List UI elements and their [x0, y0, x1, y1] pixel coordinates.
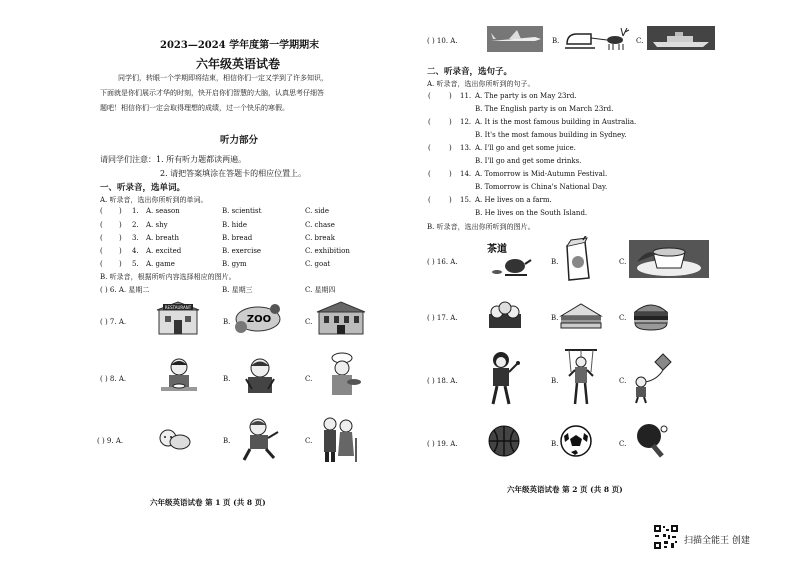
q18-label[interactable]: ( ) 18. A.	[427, 377, 458, 385]
question-number: 4.	[132, 247, 139, 255]
q9-option-c[interactable]: C.	[305, 437, 313, 445]
option-c[interactable]: C. side	[305, 207, 330, 215]
part-a-instruction: A. 听录音，选出你所听到的单词。	[100, 196, 208, 204]
notice-1: 请同学们注意：1. 所有听力题都读两遍。	[100, 155, 247, 164]
option-b[interactable]: B. I'll go and get some drinks.	[475, 157, 582, 165]
q-paren-open: (	[428, 144, 431, 152]
restaurant-sign-text: RESTAURANT	[164, 305, 192, 310]
q19-option-b[interactable]: B.	[551, 440, 559, 448]
question-number: 13.	[460, 144, 472, 152]
option-c[interactable]: C. chase	[305, 221, 335, 229]
option-b[interactable]: B. It's the most famous building in Sydney.	[475, 131, 627, 139]
sick-boy-picture[interactable]	[238, 355, 282, 399]
q-paren-close: )	[449, 92, 452, 100]
intro-line-3: 题吧！相信你们一定会取得理想的成绩，过一个快乐的寒假。	[100, 104, 289, 112]
option-b[interactable]: B. hide	[222, 221, 247, 229]
sleigh-reindeer-picture[interactable]	[565, 22, 631, 52]
q16-option-c[interactable]: C.	[619, 258, 627, 266]
intro-line-1: 同学们，转眼一个学期即将结束，相信你们一定又学到了许多知识，	[118, 74, 328, 82]
q9-label[interactable]: ( ) 9. A.	[97, 437, 124, 445]
option-a[interactable]: A. The party is on May 23rd.	[475, 92, 577, 100]
question-number: 12.	[460, 118, 472, 126]
q-paren-open: (	[100, 247, 103, 255]
zoo-picture[interactable]	[233, 299, 283, 337]
tea-text: 茶道	[487, 244, 507, 255]
exam-page-2	[397, 0, 794, 561]
part-b-instruction: B. 听录音，根据所听内容选择相应的图片。	[100, 273, 236, 281]
basketball-picture[interactable]	[487, 424, 521, 458]
term-title: 2023—2024 学年度第一学期期末	[160, 40, 320, 51]
q17-option-b[interactable]: B.	[551, 314, 559, 322]
intro-line-2: 下面就是你们展示才华的时刻，快开启你们智慧的大脑，认真思考仔细答	[100, 89, 324, 97]
option-b[interactable]: B. bread	[222, 234, 253, 242]
q6-option-b[interactable]: B. 星期三	[222, 286, 253, 294]
q-paren-open: (	[428, 92, 431, 100]
option-c[interactable]: C. goat	[305, 260, 331, 268]
option-a[interactable]: A. excited	[146, 247, 182, 255]
chef-picture[interactable]	[320, 352, 364, 400]
q9-option-b[interactable]: B.	[223, 437, 231, 445]
q-paren-open: (	[428, 170, 431, 178]
restaurant-picture[interactable]	[155, 300, 201, 336]
building-picture[interactable]	[316, 300, 366, 336]
option-b[interactable]: B. Tomorrow is China's National Day.	[475, 183, 608, 191]
sandwich-picture[interactable]	[559, 300, 603, 330]
q8-option-b[interactable]: B.	[223, 375, 231, 383]
notice-2: 2. 请把答案填涂在答题卡的相应位置上。	[160, 169, 307, 178]
q7-label[interactable]: ( ) 7. A.	[100, 318, 127, 326]
q-paren-close: )	[449, 144, 452, 152]
q-paren-open: (	[100, 221, 103, 229]
singer-picture[interactable]	[485, 350, 525, 408]
section-1-title: 一、听录音，选单词。	[100, 183, 186, 193]
ship-picture[interactable]	[647, 26, 715, 50]
option-b[interactable]: B. He lives on the South Island.	[475, 209, 588, 217]
option-a[interactable]: A. I'll go and get some juice.	[475, 144, 576, 152]
zoo-sign-text: ZOO	[246, 314, 272, 325]
option-a[interactable]: A. breath	[146, 234, 179, 242]
q6-option-c[interactable]: C. 星期四	[305, 286, 336, 294]
q10-option-c[interactable]: C.	[636, 37, 644, 45]
puppet-picture[interactable]	[559, 348, 603, 408]
option-b[interactable]: B. gym	[222, 260, 247, 268]
option-a[interactable]: A. He lives on a farm.	[475, 196, 552, 204]
option-a[interactable]: A. game	[146, 260, 175, 268]
question-number: 15.	[460, 196, 472, 204]
q-paren-open: (	[428, 196, 431, 204]
boy-eating-picture[interactable]	[157, 355, 201, 397]
option-b[interactable]: B. scientist	[222, 207, 262, 215]
option-c[interactable]: C. exhibition	[305, 247, 350, 255]
q17-option-c[interactable]: C.	[619, 314, 627, 322]
option-b[interactable]: B. exercise	[222, 247, 262, 255]
exam-title: 六年级英语试卷	[196, 57, 281, 71]
hamburger-picture[interactable]	[631, 298, 671, 332]
ping-pong-paddle-picture[interactable]	[633, 422, 669, 460]
section-2-title: 二、听录音，选句子。	[427, 67, 513, 77]
q6-option-a[interactable]: ( ) 6. A. 星期二	[100, 286, 150, 294]
option-b[interactable]: B. The English party is on March 23rd.	[475, 105, 614, 113]
tea-set-picture[interactable]	[485, 238, 535, 278]
question-number: 3.	[132, 234, 139, 242]
q16-option-b[interactable]: B.	[551, 258, 559, 266]
football-picture[interactable]	[559, 424, 593, 458]
q-paren-close: )	[119, 207, 122, 215]
q16-label[interactable]: ( ) 16. A.	[427, 258, 458, 266]
q-paren-open: (	[428, 118, 431, 126]
scanner-brand: 扫描全能王 创建	[684, 536, 750, 546]
option-a[interactable]: A. season	[146, 207, 180, 215]
part-a-instruction: A. 听录音，选出你所听到的句子。	[427, 80, 535, 88]
q-paren-open: (	[100, 260, 103, 268]
q10-label[interactable]: ( ) 10. A.	[427, 37, 458, 45]
question-number: 11.	[460, 92, 472, 100]
listening-header: 听力部分	[220, 135, 259, 146]
q10-option-b[interactable]: B.	[552, 37, 560, 45]
q7-option-c[interactable]: C.	[305, 318, 313, 326]
part-b-instruction: B. 听录音，选出你所听到的图片。	[427, 223, 535, 231]
qr-code-icon	[653, 524, 679, 550]
q17-label[interactable]: ( ) 17. A.	[427, 314, 458, 322]
q8-option-c[interactable]: C.	[305, 375, 313, 383]
option-c[interactable]: C. break	[305, 234, 335, 242]
q8-label[interactable]: ( ) 8. A.	[100, 375, 127, 383]
q18-option-c[interactable]: C.	[619, 377, 627, 385]
q18-option-b[interactable]: B.	[551, 377, 559, 385]
steamed-buns-picture[interactable]	[485, 298, 525, 332]
option-a[interactable]: A. Tomorrow is Mid-Autumn Festival.	[475, 170, 608, 178]
q-paren-close: )	[449, 118, 452, 126]
page-footer: 六年级英语试卷 第 2 页 (共 8 页)	[507, 485, 623, 494]
option-a[interactable]: A. shy	[146, 221, 168, 229]
q-paren-close: )	[119, 221, 122, 229]
coffee-cup-picture[interactable]	[629, 240, 709, 278]
q-paren-close: )	[119, 247, 122, 255]
q-paren-close: )	[449, 196, 452, 204]
baby-picture[interactable]	[152, 420, 194, 456]
kite-girl-picture[interactable]	[627, 352, 675, 404]
question-number: 1.	[132, 207, 139, 215]
question-number: 5.	[132, 260, 139, 268]
q-paren-open: (	[100, 207, 103, 215]
option-a[interactable]: A. It is the most famous building in Australia.	[475, 118, 637, 126]
old-couple-picture[interactable]	[316, 414, 360, 464]
q-paren-close: )	[119, 260, 122, 268]
q-paren-open: (	[100, 234, 103, 242]
airplane-picture[interactable]	[487, 26, 543, 52]
page-footer: 六年级英语试卷 第 1 页 (共 8 页)	[150, 498, 266, 507]
q19-option-c[interactable]: C.	[619, 440, 627, 448]
q7-option-b[interactable]: B.	[223, 318, 231, 326]
q19-label[interactable]: ( ) 19. A.	[427, 440, 458, 448]
juice-box-picture[interactable]	[557, 236, 597, 282]
kid-dancing-picture[interactable]	[238, 416, 282, 462]
question-number: 2.	[132, 221, 139, 229]
q-paren-close: )	[119, 234, 122, 242]
question-number: 14.	[460, 170, 472, 178]
q-paren-close: )	[449, 170, 452, 178]
